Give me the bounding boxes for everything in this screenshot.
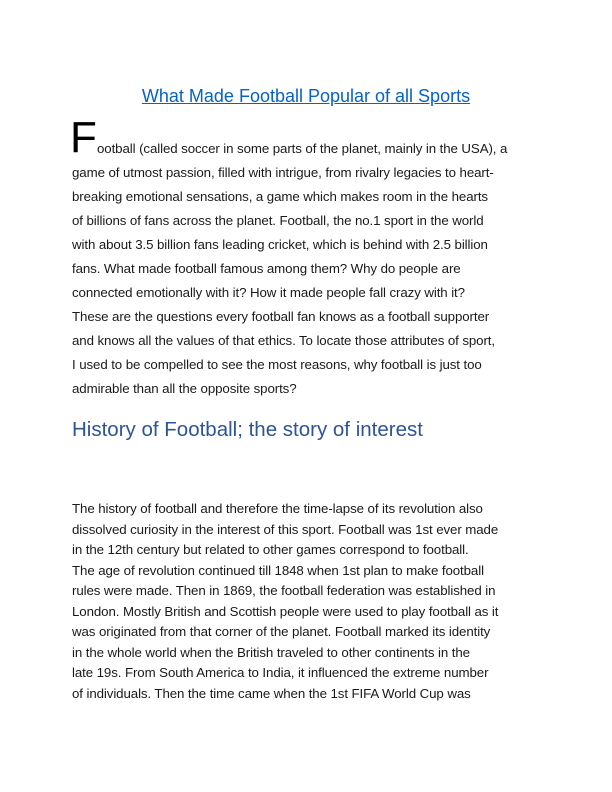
paragraph-line: rules were made. Then in 1869, the football federation was established in [72,583,496,598]
paragraph-line: fans. What made football famous among them? Why do people are [72,261,461,276]
paragraph-line: The history of football and therefore the time-lapse of its revolution also [72,501,483,516]
paragraph-line: connected emotionally with it? How it made people fall crazy with it? [72,285,465,300]
paragraph-line: of individuals. Then the time came when the 1st FIFA World Cup was [72,685,471,701]
drop-cap: F [70,113,97,162]
paragraph-line: with about 3.5 billion fans leading cricket, which is behind with 2.5 billion [72,237,488,252]
paragraph-line: breaking emotional sensations, a game which makes room in the hearts [72,189,488,204]
paragraph-line: These are the questions every football fan knows as a football supporter [72,309,490,324]
paragraph-line: admirable than all the opposite sports? [72,381,297,396]
paragraph-line: ootball (called soccer in some parts of the planet, mainly in the USA), a [97,141,508,156]
paragraph-line: of billions of fans across the planet. Football, the no.1 sport in the world [72,213,484,228]
paragraph-line: was originated from that corner of the planet. Football marked its identity [72,624,491,639]
paragraph-line: in the whole world when the British traveled to other continents in the [72,644,470,660]
paragraph-line: in the 12th century but related to other games correspond to football. [72,542,469,557]
document-title[interactable] [0,86,612,107]
paragraph-line: dissolved curiosity in the interest of this sport. Football was 1st ever made [72,521,499,537]
section-heading: History of Football; the story of interest [72,418,423,441]
paragraph-line: game of utmost passion, filled with intrigue, from rivalry legacies to heart- [72,165,494,180]
paragraph-line: and knows all the values of that ethics. To locate those attributes of sport, [72,333,495,348]
paragraph-line: late 19s. From South America to India, it influenced the extreme number [72,665,489,680]
document-title-link[interactable]: What Made Football Popular of all Sports [141,86,471,106]
paragraph-line: London. Mostly British and Scottish people were used to play football as it [72,603,499,619]
paragraph-line: The age of revolution continued till 1848 when 1st plan to make football [72,562,484,578]
paragraph-line: I used to be compelled to see the most reasons, why football is just too [72,357,482,372]
